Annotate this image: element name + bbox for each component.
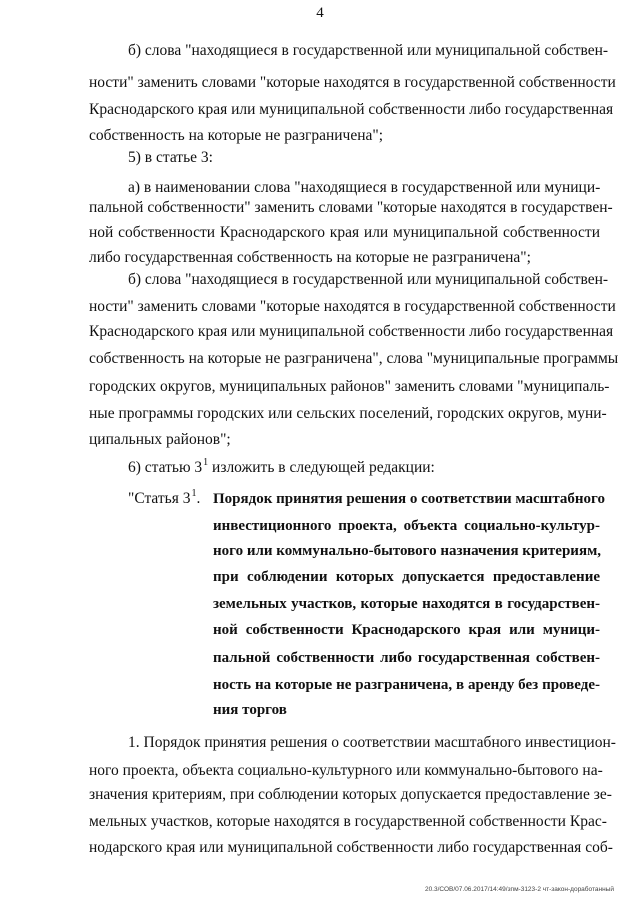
paragraph-b2-line-2: ности" заменить словами "которые находятся в государственной собственности (89, 298, 616, 315)
paragraph-a-line-4: либо государственная собственность на которые не разграничена"; (89, 249, 531, 266)
item-5-heading: 5) в статье 3: (128, 149, 213, 166)
article-label-prefix: "Статья 3 (128, 490, 191, 507)
article-title-line-6: ной собственности Краснодарского края или муници- (213, 622, 600, 638)
paragraph-b-line-2: ности" заменить словами "которые находятся в государственной собственности (89, 74, 616, 91)
paragraph-a-line-3: ной собственности Краснодарского края или муниципальной собственности (89, 224, 600, 241)
article-title-line-1: Порядок принятия решения о соответствии масштабного (213, 491, 605, 507)
article-title-line-2: инвестиционного проекта, объекта социально-культур- (213, 518, 600, 534)
paragraph-1-line-4: мельных участков, которые находятся в государственной собственности Крас- (89, 813, 607, 830)
paragraph-b2-line-4: собственность на которые не разграничена", слова "муниципальные программы (89, 350, 619, 367)
article-title-line-9: ния торгов (213, 702, 287, 718)
paragraph-b-line-4: собственность на которые не разграничена"; (89, 127, 384, 144)
paragraph-b2-line-5: городских округов, муниципальных районов" заменить словами "муниципаль- (89, 378, 610, 395)
item-6-heading (128, 458, 600, 480)
document-footer: 20.3/СОВ/07.06.2017/14:49/зпм-3123-2 чт-закон-доработанный (424, 886, 614, 893)
item-6-suffix: изложить в следующей редакции: (208, 459, 435, 476)
paragraph-b-line-3: Краснодарского края или муниципальной собственности либо государственная (89, 101, 614, 118)
paragraph-1-line-1: 1. Порядок принятия решения о соответствии масштабного инвестицион- (128, 734, 616, 751)
paragraph-a-line-2: пальной собственности" заменить словами "которые находятся в государствен- (89, 199, 613, 216)
paragraph-b-line-1: б) слова "находящиеся в государственной или муниципальной собствен- (128, 42, 609, 59)
paragraph-a-line-1: а) в наименовании слова "находящиеся в государственной или муници- (128, 179, 601, 196)
article-title-line-4: при соблюдении которых допускается предоставление (213, 569, 600, 585)
article-label (128, 489, 200, 511)
paragraph-1-line-3: значения критериям, при соблюдении которых допускается предоставление зе- (89, 786, 612, 803)
item-6-prefix: 6) статью 3 (128, 459, 203, 476)
item-6-superscript: 1 (203, 457, 209, 468)
paragraph-1-line-2: ного проекта, объекта социально-культурного или коммунально-бытового на- (89, 762, 603, 779)
paragraph-b2-line-3: Краснодарского края или муниципальной собственности либо государственная (89, 323, 614, 340)
article-label-superscript: 1 (191, 488, 197, 499)
article-title-line-5: земельных участков, которые находятся в государствен- (213, 596, 600, 612)
article-title-line-3: ного или коммунально-бытового назначения критериям, (213, 543, 602, 559)
paragraph-b2-line-1: б) слова "находящиеся в государственной или муниципальной собствен- (128, 271, 609, 288)
article-title-line-7: пальной собственности либо государственная собствен- (213, 650, 600, 666)
page-number: 4 (316, 5, 324, 21)
paragraph-1-line-5: нодарского края или муниципальной собственности либо государственная соб- (89, 839, 613, 856)
article-label-suffix: . (196, 490, 201, 507)
paragraph-b2-line-7: ципальных районов"; (89, 431, 231, 448)
paragraph-b2-line-6: ные программы городских или сельских поселений, городских округов, муни- (89, 405, 607, 422)
article-title-line-8: ность на которые не разграничена, в аренду без проведе- (213, 677, 600, 693)
